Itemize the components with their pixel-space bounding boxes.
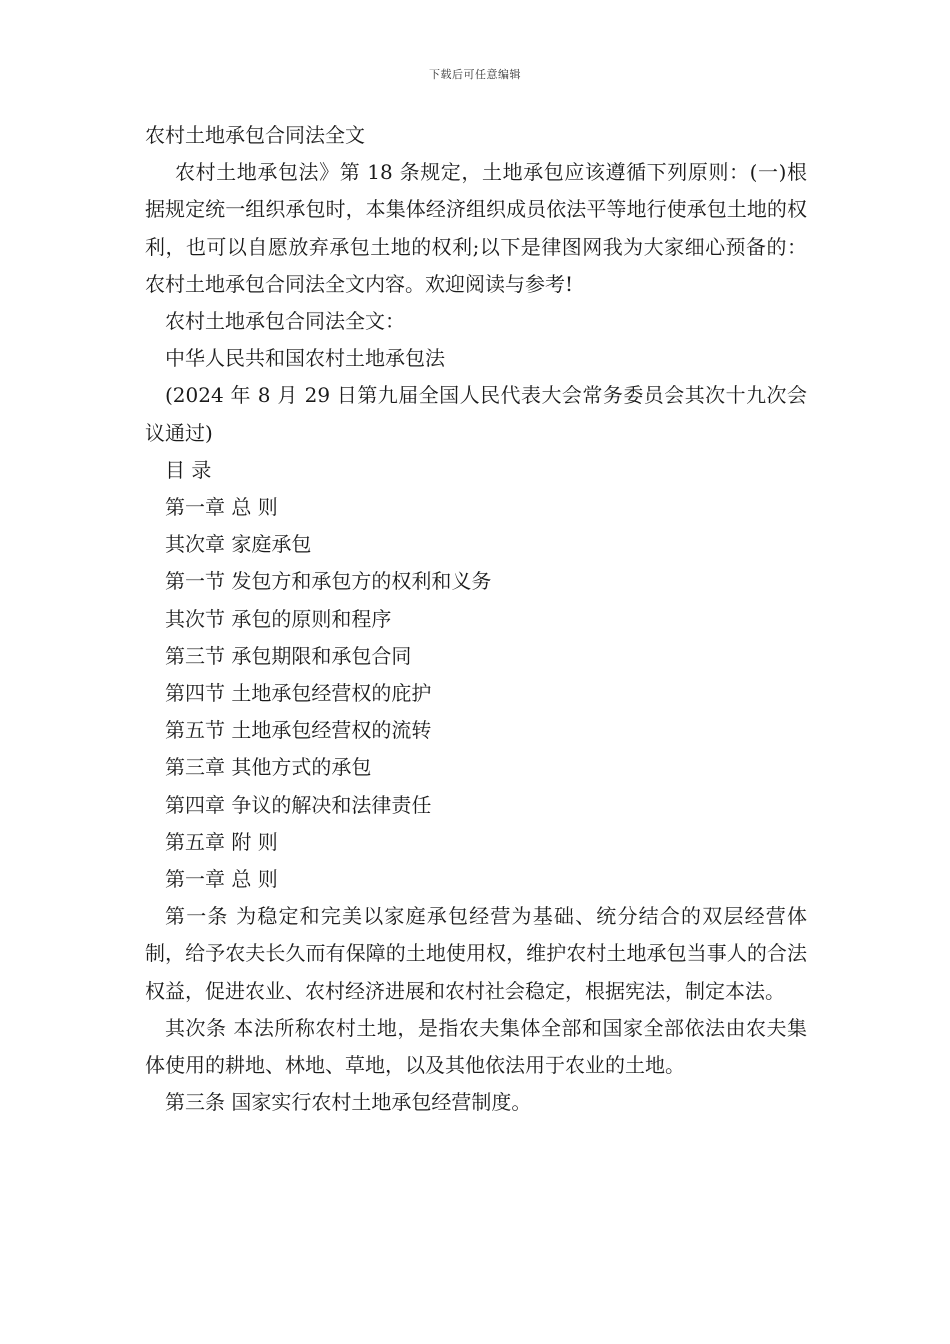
article-paragraph: 其次条 本法所称农村土地，是指农夫集体全部和国家全部依法由农夫集体使用的耕地、林地、草地，以及其他依法用于农业的土地。: [145, 1015, 807, 1078]
toc-item: 第四节 土地承包经营权的庇护: [165, 681, 432, 706]
article-paragraph: 第三条 国家实行农村土地承包经营制度。: [165, 1090, 532, 1115]
law-title: 中华人民共和国农村土地承包法: [165, 346, 445, 371]
intro-paragraph: 农村土地承包法》第 18 条规定，土地承包应该遵循下列原则：(一)根据规定统一组织承包时，本集体经济组织成员依法平等地行使承包土地的权利，也可以自愿放弃承包土地的权利;以下是律图网我为大家细心预备的：农村土地承包合同法全文内容。欢迎阅读与参考!: [145, 160, 807, 296]
document-title: 农村土地承包合同法全文: [145, 123, 365, 147]
section-label: 农村土地承包合同法全文：: [165, 309, 405, 334]
toc-item: 第五章 附 则: [165, 829, 278, 854]
toc-item: 第一节 发包方和承包方的权利和义务: [165, 569, 492, 594]
chapter-heading: 第一章 总 则: [165, 867, 278, 892]
toc-item: 第一章 总 则: [165, 495, 278, 520]
toc-heading: 目 录: [165, 457, 212, 482]
article-paragraph: 第一条 为稳定和完美以家庭承包经营为基础、统分结合的双层经营体制，给予农夫长久而有保障的土地使用权，维护农村土地承包当事人的合法权益，促进农业、农村经济进展和农村社会稳定，根据宪法，制定本法。: [145, 904, 807, 1003]
toc-item: 其次节 承包的原则和程序: [165, 606, 392, 631]
toc-item: 其次章 家庭承包: [165, 532, 312, 557]
adoption-note: (2024 年 8 月 29 日第九届全国人民代表大会常务委员会其次十九次会议通过): [145, 383, 807, 445]
document-body: [145, 117, 807, 1121]
toc-item: 第三节 承包期限和承包合同: [165, 643, 412, 668]
toc-item: 第三章 其他方式的承包: [165, 755, 372, 780]
toc-item: 第五节 土地承包经营权的流转: [165, 718, 432, 743]
page-header-note: 下载后可任意编辑: [429, 68, 521, 81]
toc-item: 第四章 争议的解决和法律责任: [165, 792, 432, 817]
